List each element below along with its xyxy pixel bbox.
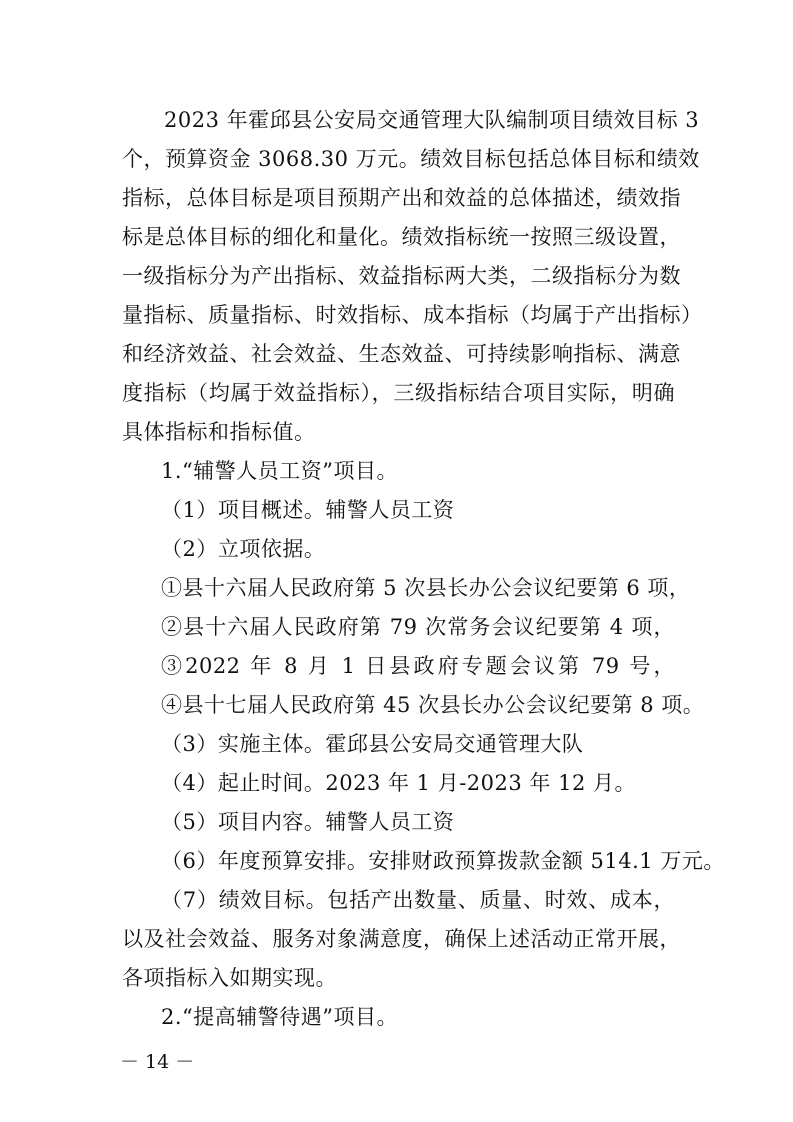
- item-1-content: （5）项目内容。辅警人员工资: [161, 810, 455, 834]
- item-1-basis-2: ②县十六届人民政府第 79 次常务会议纪要第 4 项，: [161, 615, 675, 639]
- paragraph-1-line-6: 量指标、质量指标、时效指标、成本指标（均属于产出指标）: [122, 303, 703, 327]
- paragraph-1-line-4: 标是总体目标的细化和量化。绩效指标统一按照三级设置，: [122, 225, 681, 249]
- item-1-basis-3: ③2022 年 8 月 1 日县政府专题会议第 79 号，: [161, 654, 675, 678]
- item-2-heading: 2.“提高辅警待遇”项目。: [161, 1005, 399, 1029]
- page-number: － 14 －: [120, 1051, 195, 1073]
- item-1-goal-line-3: 各项指标入如期实现。: [122, 966, 337, 990]
- item-1-overview: （1）项目概述。辅警人员工资: [161, 498, 455, 522]
- item-1-budget: （6）年度预算安排。安排财政预算拨款金额 514.1 万元。: [161, 849, 725, 873]
- paragraph-1-line-5: 一级指标分为产出指标、效益指标两大类，二级指标分为数: [122, 264, 681, 288]
- item-1-basis-1: ①县十六届人民政府第 5 次县长办公会议纪要第 6 项，: [161, 576, 691, 600]
- item-1-basis-title: （2）立项依据。: [161, 537, 326, 561]
- item-1-goal-line-1: （7）绩效目标。包括产出数量、质量、时效、成本，: [161, 888, 675, 912]
- paragraph-1-line-7: 和经济效益、社会效益、生态效益、可持续影响指标、满意: [122, 342, 681, 366]
- paragraph-1-line-2: 个，预算资金 3068.30 万元。绩效目标包括总体目标和绩效: [122, 147, 700, 171]
- item-1-period: （4）起止时间。2023 年 1 月-2023 年 12 月。: [161, 771, 636, 795]
- paragraph-1-line-9: 具体指标和指标值。: [122, 420, 316, 444]
- item-1-entity: （3）实施主体。霍邱县公安局交通管理大队: [161, 732, 584, 756]
- paragraph-1-line-1: 2023 年霍邱县公安局交通管理大队编制项目绩效目标 3: [164, 108, 700, 132]
- item-1-heading: 1.“辅警人员工资”项目。: [161, 459, 399, 483]
- item-1-basis-4: ④县十七届人民政府第 45 次县长办公会议纪要第 8 项。: [161, 693, 705, 717]
- paragraph-1-line-3: 指标，总体目标是项目预期产出和效益的总体描述，绩效指: [122, 186, 681, 210]
- paragraph-1-line-8: 度指标（均属于效益指标），三级指标结合项目实际，明确: [122, 381, 675, 405]
- item-1-goal-line-2: 以及社会效益、服务对象满意度，确保上述活动正常开展，: [122, 927, 681, 951]
